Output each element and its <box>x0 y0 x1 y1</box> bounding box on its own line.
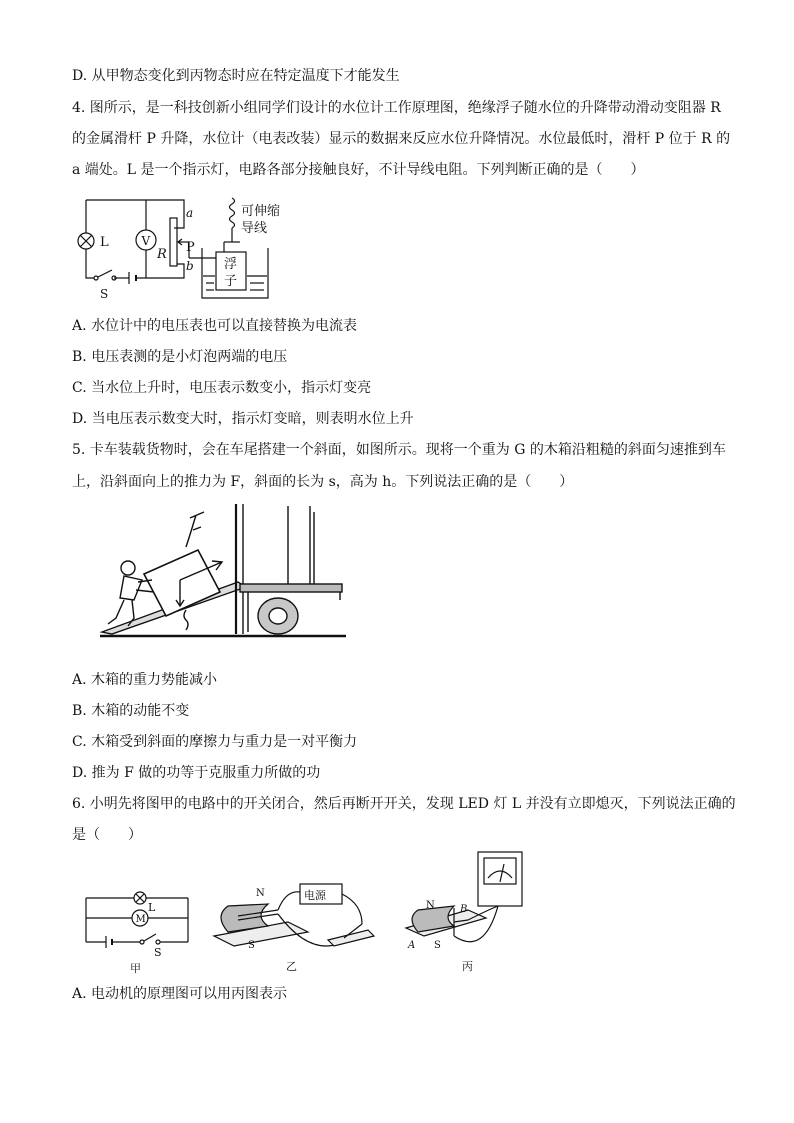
q4-switch-label: S <box>100 287 109 301</box>
q6-bing-s-label: S <box>434 940 441 951</box>
q6-bing-b-label: B <box>460 904 468 915</box>
q4-float-label-1: 浮 <box>224 257 238 272</box>
q5-ramp-figure <box>98 500 348 642</box>
q4-end-a-label: a <box>186 206 194 220</box>
q6-yi-s-label: S <box>248 940 255 951</box>
q6-yi-n-label: N <box>256 888 265 899</box>
q4-wire-label-1: 可伸缩 <box>241 204 281 219</box>
q5-stem-line-2: 上，沿斜面向上的推力为 F，斜面的长为 s，高为 h。下列说法正确的是（ ） <box>72 474 574 490</box>
q6-label-jia: 甲 <box>130 962 141 975</box>
q6-bing-n-label: N <box>426 900 435 911</box>
q3-option-d: D. 从甲物态变化到丙物态时应在特定温度下才能发生 <box>72 68 400 84</box>
q4-option-d: D. 当电压表示数变大时，指示灯变暗，则表明水位上升 <box>72 411 414 427</box>
q4-stem-line-1: 4. 图所示，是一科技创新小组同学们设计的水位计工作原理图，绝缘浮子随水位的升降带动滑动变阻器 R <box>72 100 721 116</box>
q4-end-b-label: b <box>186 259 194 273</box>
q4-stem-line-3: a 端处。L 是一个指示灯，电路各部分接触良好，不计导线电阻。下列判断正确的是（ ） <box>72 162 645 178</box>
q4-option-a: A. 水位计中的电压表也可以直接替换为电流表 <box>72 318 358 334</box>
q6-jia-motor-label: M <box>135 914 146 925</box>
q4-option-c: C. 当水位上升时，电压表示数变小，指示灯变亮 <box>72 380 372 396</box>
q5-option-a: A. 木箱的重力势能减小 <box>72 672 218 688</box>
q6-option-a: A. 电动机的原理图可以用丙图表示 <box>72 986 288 1002</box>
q5-stem-line-1: 5. 卡车装载货物时，会在车尾搭建一个斜面，如图所示。现将一个重为 G 的木箱沿粗糙的斜面匀速推到车 <box>72 442 726 458</box>
q4-voltmeter-label: V <box>141 234 151 248</box>
q4-option-b: B. 电压表测的是小灯泡两端的电压 <box>72 349 288 365</box>
q6-circuit-jia-figure <box>80 880 192 976</box>
q6-jia-switch-label: S <box>154 946 162 959</box>
q4-stem-line-2: 的金属滑杆 P 升降，水位计（电表改装）显示的数据来反应水位升降情况。水位最低时，滑杆 P 位于 R 的 <box>72 131 731 147</box>
q4-slider-label: P <box>186 240 195 255</box>
q6-jia-lamp-label: L <box>148 901 156 914</box>
q4-float-label-2: 子 <box>224 274 238 289</box>
q6-stem-line-1: 6. 小明先将图甲的电路中的开关闭合，然后再断开开关，发现 LED 灯 L 并没有立即熄灭，下列说法正确的 <box>72 796 736 812</box>
q4-resistor-label: R <box>157 247 167 262</box>
q4-lamp-label: L <box>100 235 109 250</box>
q6-bing-a-label: A <box>408 940 416 951</box>
q5-option-d: D. 推为 F 做的功等于克服重力所做的功 <box>72 765 321 781</box>
q4-wire-label-2: 导线 <box>241 221 268 236</box>
q5-option-b: B. 木箱的动能不变 <box>72 703 190 719</box>
q6-apparatus-bing-figure <box>404 848 534 976</box>
q6-stem-line-2: 是（ ） <box>72 827 142 843</box>
q4-circuit-figure <box>74 190 281 302</box>
q6-yi-power-label: 电源 <box>304 889 326 902</box>
q5-option-c: C. 木箱受到斜面的摩擦力与重力是一对平衡力 <box>72 734 358 750</box>
q6-label-bing: 丙 <box>462 960 473 973</box>
q6-label-yi: 乙 <box>286 960 297 973</box>
q6-apparatus-yi-figure <box>208 866 378 976</box>
